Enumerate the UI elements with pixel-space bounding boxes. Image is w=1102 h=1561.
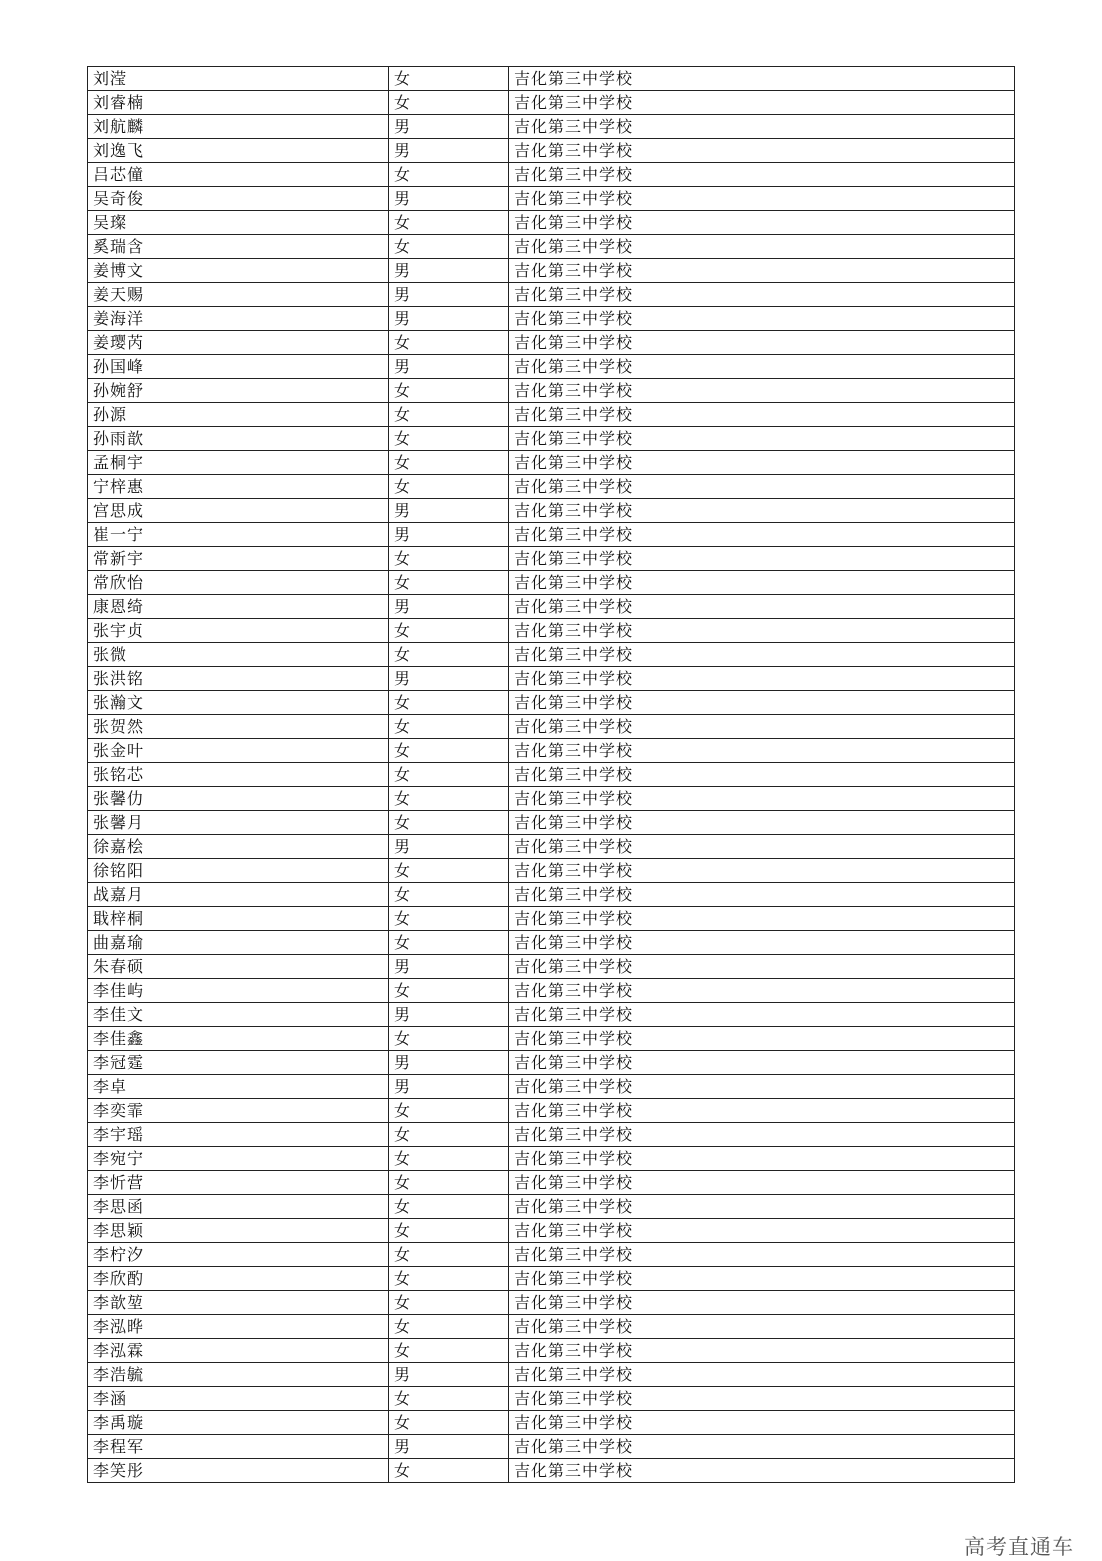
table-row (88, 115, 1015, 139)
gender-cell: 男 (389, 1003, 509, 1027)
school-cell: 吉化第三中学校 (509, 907, 1015, 931)
table-row (88, 643, 1015, 667)
gender-cell: 女 (389, 91, 509, 115)
school-cell: 吉化第三中学校 (509, 1267, 1015, 1291)
table-row (88, 1387, 1015, 1411)
gender-cell: 女 (389, 691, 509, 715)
school-cell: 吉化第三中学校 (509, 883, 1015, 907)
student-name-cell: 李卓 (88, 1075, 389, 1099)
school-cell: 吉化第三中学校 (509, 763, 1015, 787)
student-name-cell: 宫思成 (88, 499, 389, 523)
gender-cell: 女 (389, 979, 509, 1003)
student-name-cell: 李宛宁 (88, 1147, 389, 1171)
school-cell: 吉化第三中学校 (509, 1219, 1015, 1243)
school-cell: 吉化第三中学校 (509, 1003, 1015, 1027)
table-row (88, 1027, 1015, 1051)
table-row (88, 475, 1015, 499)
school-cell: 吉化第三中学校 (509, 715, 1015, 739)
table-row (88, 1243, 1015, 1267)
gender-cell: 女 (389, 211, 509, 235)
student-name-cell: 戢梓桐 (88, 907, 389, 931)
table-row (88, 1219, 1015, 1243)
student-name-cell: 吴璨 (88, 211, 389, 235)
school-cell: 吉化第三中学校 (509, 931, 1015, 955)
school-cell: 吉化第三中学校 (509, 67, 1015, 91)
student-name-cell: 李程军 (88, 1435, 389, 1459)
gender-cell: 女 (389, 811, 509, 835)
school-cell: 吉化第三中学校 (509, 307, 1015, 331)
student-name-cell: 李泓晔 (88, 1315, 389, 1339)
student-name-cell: 张铭芯 (88, 763, 389, 787)
school-cell: 吉化第三中学校 (509, 1291, 1015, 1315)
school-cell: 吉化第三中学校 (509, 1195, 1015, 1219)
gender-cell: 男 (389, 355, 509, 379)
school-cell: 吉化第三中学校 (509, 259, 1015, 283)
school-cell: 吉化第三中学校 (509, 1339, 1015, 1363)
gender-cell: 女 (389, 1267, 509, 1291)
gender-cell: 女 (389, 1147, 509, 1171)
table-row (88, 307, 1015, 331)
school-cell: 吉化第三中学校 (509, 1099, 1015, 1123)
student-name-cell: 张贺然 (88, 715, 389, 739)
table-row (88, 1195, 1015, 1219)
student-name-cell: 孟桐宇 (88, 451, 389, 475)
school-cell: 吉化第三中学校 (509, 1459, 1015, 1483)
gender-cell: 女 (389, 451, 509, 475)
school-cell: 吉化第三中学校 (509, 163, 1015, 187)
gender-cell: 女 (389, 403, 509, 427)
student-name-cell: 李欣酌 (88, 1267, 389, 1291)
table-row (88, 235, 1015, 259)
school-cell: 吉化第三中学校 (509, 667, 1015, 691)
table-row (88, 619, 1015, 643)
student-name-cell: 孙国峰 (88, 355, 389, 379)
gender-cell: 男 (389, 595, 509, 619)
table-row (88, 139, 1015, 163)
table-row (88, 1459, 1015, 1483)
student-name-cell: 李忻营 (88, 1171, 389, 1195)
gender-cell: 男 (389, 499, 509, 523)
table-row (88, 1099, 1015, 1123)
table-row (88, 595, 1015, 619)
school-cell: 吉化第三中学校 (509, 859, 1015, 883)
table-row (88, 571, 1015, 595)
student-name-cell: 刘航麟 (88, 115, 389, 139)
school-cell: 吉化第三中学校 (509, 787, 1015, 811)
school-cell: 吉化第三中学校 (509, 979, 1015, 1003)
table-row (88, 955, 1015, 979)
school-cell: 吉化第三中学校 (509, 283, 1015, 307)
table-row (88, 859, 1015, 883)
gender-cell: 女 (389, 427, 509, 451)
gender-cell: 女 (389, 883, 509, 907)
school-cell: 吉化第三中学校 (509, 1315, 1015, 1339)
table-row (88, 835, 1015, 859)
student-name-cell: 姜璎芮 (88, 331, 389, 355)
student-name-cell: 李禹璇 (88, 1411, 389, 1435)
student-name-cell: 李浩毓 (88, 1363, 389, 1387)
gender-cell: 男 (389, 955, 509, 979)
table-row (88, 547, 1015, 571)
school-cell: 吉化第三中学校 (509, 475, 1015, 499)
student-name-cell: 曲嘉瑜 (88, 931, 389, 955)
student-name-cell: 徐铭阳 (88, 859, 389, 883)
school-cell: 吉化第三中学校 (509, 1171, 1015, 1195)
school-cell: 吉化第三中学校 (509, 115, 1015, 139)
student-name-cell: 张金叶 (88, 739, 389, 763)
school-cell: 吉化第三中学校 (509, 379, 1015, 403)
gender-cell: 女 (389, 1171, 509, 1195)
gender-cell: 男 (389, 1435, 509, 1459)
table-row (88, 1051, 1015, 1075)
table-row (88, 331, 1015, 355)
table-row (88, 67, 1015, 91)
table-row (88, 1267, 1015, 1291)
gender-cell: 女 (389, 931, 509, 955)
student-name-cell: 吴奇俊 (88, 187, 389, 211)
table-row (88, 667, 1015, 691)
school-cell: 吉化第三中学校 (509, 571, 1015, 595)
table-row (88, 931, 1015, 955)
school-cell: 吉化第三中学校 (509, 139, 1015, 163)
gender-cell: 男 (389, 1363, 509, 1387)
school-cell: 吉化第三中学校 (509, 1123, 1015, 1147)
table-row (88, 211, 1015, 235)
student-name-cell: 孙婉舒 (88, 379, 389, 403)
school-cell: 吉化第三中学校 (509, 235, 1015, 259)
watermark: 高考直通车 (964, 1535, 1074, 1559)
table-row (88, 283, 1015, 307)
gender-cell: 女 (389, 859, 509, 883)
gender-cell: 男 (389, 259, 509, 283)
gender-cell: 男 (389, 667, 509, 691)
table-row (88, 1435, 1015, 1459)
student-name-cell: 张宇贞 (88, 619, 389, 643)
school-cell: 吉化第三中学校 (509, 955, 1015, 979)
table-row (88, 1291, 1015, 1315)
gender-cell: 女 (389, 739, 509, 763)
table-row (88, 1315, 1015, 1339)
gender-cell: 女 (389, 787, 509, 811)
gender-cell: 女 (389, 1291, 509, 1315)
gender-cell: 男 (389, 115, 509, 139)
gender-cell: 女 (389, 763, 509, 787)
student-name-cell: 孙雨歆 (88, 427, 389, 451)
student-name-cell: 张微 (88, 643, 389, 667)
student-name-cell: 战嘉月 (88, 883, 389, 907)
school-cell: 吉化第三中学校 (509, 547, 1015, 571)
school-cell: 吉化第三中学校 (509, 355, 1015, 379)
gender-cell: 男 (389, 139, 509, 163)
student-name-cell: 宁梓惠 (88, 475, 389, 499)
gender-cell: 女 (389, 619, 509, 643)
table-row (88, 1339, 1015, 1363)
table-row (88, 907, 1015, 931)
gender-cell: 女 (389, 1411, 509, 1435)
student-name-cell: 李柠汐 (88, 1243, 389, 1267)
gender-cell: 女 (389, 1123, 509, 1147)
school-cell: 吉化第三中学校 (509, 643, 1015, 667)
school-cell: 吉化第三中学校 (509, 91, 1015, 115)
gender-cell: 男 (389, 1051, 509, 1075)
school-cell: 吉化第三中学校 (509, 691, 1015, 715)
table-row (88, 163, 1015, 187)
gender-cell: 女 (389, 1099, 509, 1123)
table-row (88, 1075, 1015, 1099)
student-name-cell: 孙源 (88, 403, 389, 427)
school-cell: 吉化第三中学校 (509, 451, 1015, 475)
school-cell: 吉化第三中学校 (509, 811, 1015, 835)
student-name-cell: 刘睿楠 (88, 91, 389, 115)
student-name-cell: 李佳文 (88, 1003, 389, 1027)
table-row (88, 979, 1015, 1003)
table-row (88, 187, 1015, 211)
gender-cell: 女 (389, 1315, 509, 1339)
school-cell: 吉化第三中学校 (509, 427, 1015, 451)
school-cell: 吉化第三中学校 (509, 187, 1015, 211)
table-row (88, 91, 1015, 115)
student-name-cell: 李泓霖 (88, 1339, 389, 1363)
table-row (88, 451, 1015, 475)
school-cell: 吉化第三中学校 (509, 1075, 1015, 1099)
student-name-cell: 李冠霆 (88, 1051, 389, 1075)
school-cell: 吉化第三中学校 (509, 403, 1015, 427)
student-name-cell: 李涵 (88, 1387, 389, 1411)
student-name-cell: 康恩绮 (88, 595, 389, 619)
table-row (88, 691, 1015, 715)
table-row (88, 379, 1015, 403)
student-name-cell: 李思函 (88, 1195, 389, 1219)
gender-cell: 女 (389, 235, 509, 259)
gender-cell: 男 (389, 307, 509, 331)
student-name-cell: 李思颖 (88, 1219, 389, 1243)
table-row (88, 403, 1015, 427)
table-row (88, 1123, 1015, 1147)
table-row (88, 355, 1015, 379)
gender-cell: 女 (389, 1195, 509, 1219)
gender-cell: 女 (389, 1387, 509, 1411)
gender-cell: 女 (389, 1459, 509, 1483)
student-name-cell: 奚瑞含 (88, 235, 389, 259)
school-cell: 吉化第三中学校 (509, 1147, 1015, 1171)
student-name-cell: 常欣怡 (88, 571, 389, 595)
table-row (88, 523, 1015, 547)
student-name-cell: 刘逸飞 (88, 139, 389, 163)
gender-cell: 男 (389, 1075, 509, 1099)
student-name-cell: 张洪铭 (88, 667, 389, 691)
gender-cell: 女 (389, 1219, 509, 1243)
student-name-cell: 崔一宁 (88, 523, 389, 547)
student-name-cell: 李歆堃 (88, 1291, 389, 1315)
student-name-cell: 李佳屿 (88, 979, 389, 1003)
gender-cell: 女 (389, 571, 509, 595)
student-name-cell: 姜天赐 (88, 283, 389, 307)
gender-cell: 女 (389, 547, 509, 571)
school-cell: 吉化第三中学校 (509, 331, 1015, 355)
gender-cell: 女 (389, 163, 509, 187)
school-cell: 吉化第三中学校 (509, 499, 1015, 523)
student-name-cell: 李笑彤 (88, 1459, 389, 1483)
gender-cell: 女 (389, 331, 509, 355)
student-name-cell: 刘滢 (88, 67, 389, 91)
student-name-cell: 李佳鑫 (88, 1027, 389, 1051)
gender-cell: 男 (389, 523, 509, 547)
school-cell: 吉化第三中学校 (509, 211, 1015, 235)
school-cell: 吉化第三中学校 (509, 1027, 1015, 1051)
student-name-cell: 吕芯僮 (88, 163, 389, 187)
table-row (88, 259, 1015, 283)
table-row (88, 763, 1015, 787)
gender-cell: 女 (389, 1339, 509, 1363)
school-cell: 吉化第三中学校 (509, 595, 1015, 619)
school-cell: 吉化第三中学校 (509, 835, 1015, 859)
gender-cell: 女 (389, 475, 509, 499)
student-name-cell: 朱春硕 (88, 955, 389, 979)
gender-cell: 男 (389, 835, 509, 859)
gender-cell: 女 (389, 715, 509, 739)
school-cell: 吉化第三中学校 (509, 1051, 1015, 1075)
table-row (88, 811, 1015, 835)
table-row (88, 427, 1015, 451)
student-roster-table (87, 66, 1015, 1483)
gender-cell: 男 (389, 283, 509, 307)
gender-cell: 女 (389, 643, 509, 667)
gender-cell: 女 (389, 67, 509, 91)
gender-cell: 女 (389, 379, 509, 403)
school-cell: 吉化第三中学校 (509, 1435, 1015, 1459)
school-cell: 吉化第三中学校 (509, 739, 1015, 763)
table-row (88, 1411, 1015, 1435)
table-row (88, 739, 1015, 763)
student-name-cell: 常新宇 (88, 547, 389, 571)
table-row (88, 1147, 1015, 1171)
school-cell: 吉化第三中学校 (509, 1411, 1015, 1435)
table-row (88, 1003, 1015, 1027)
student-name-cell: 徐嘉桧 (88, 835, 389, 859)
student-name-cell: 李宇瑶 (88, 1123, 389, 1147)
student-name-cell: 姜海洋 (88, 307, 389, 331)
table-row (88, 1171, 1015, 1195)
table-row (88, 1363, 1015, 1387)
gender-cell: 女 (389, 907, 509, 931)
table-row (88, 715, 1015, 739)
student-name-cell: 姜博文 (88, 259, 389, 283)
student-name-cell: 李奕霏 (88, 1099, 389, 1123)
table-row (88, 883, 1015, 907)
table-row (88, 787, 1015, 811)
school-cell: 吉化第三中学校 (509, 1387, 1015, 1411)
gender-cell: 男 (389, 187, 509, 211)
gender-cell: 女 (389, 1243, 509, 1267)
school-cell: 吉化第三中学校 (509, 1243, 1015, 1267)
student-name-cell: 张馨仂 (88, 787, 389, 811)
student-name-cell: 张瀚文 (88, 691, 389, 715)
gender-cell: 女 (389, 1027, 509, 1051)
school-cell: 吉化第三中学校 (509, 619, 1015, 643)
roster-body (88, 67, 1015, 1483)
student-name-cell: 张馨月 (88, 811, 389, 835)
school-cell: 吉化第三中学校 (509, 523, 1015, 547)
table-row (88, 499, 1015, 523)
school-cell: 吉化第三中学校 (509, 1363, 1015, 1387)
